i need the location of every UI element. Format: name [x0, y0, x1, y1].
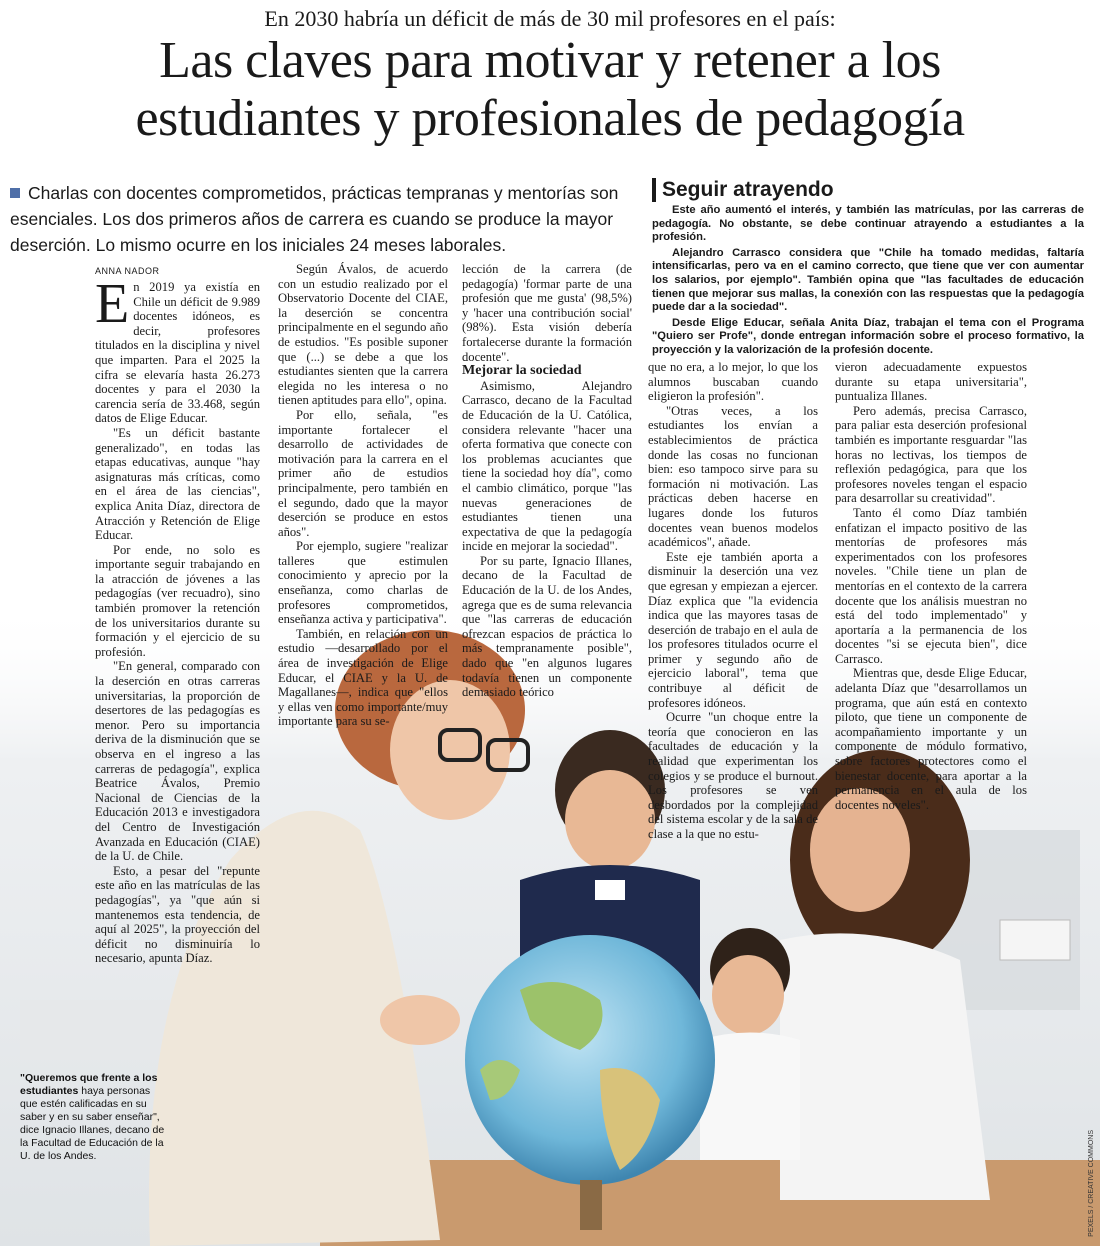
deck-text: Charlas con docentes comprometidos, prácticas tempranas y mentorías son esenciales. Los dos primeros años de carrera es cuando se produce la mayor deserción. Lo mismo ocurre en los iniciales 24 meses laborales.: [10, 183, 619, 255]
paragraph: Mientras que, desde Elige Educar, adelanta Díaz que "desarrollamos un programa, que aún está en contexto piloto, que tiene un componente de acompañamiento importante y un componente de módulo formativo, sobre factores protectores como el bienestar docente, para aportar a la permanencia en el aula de los docentes noveles".: [835, 666, 1027, 812]
paragraph: que no era, a lo mejor, lo que los alumnos buscaban cuando eligieron la profesión".: [648, 360, 818, 404]
drop-cap: E: [95, 273, 130, 335]
subheading: Mejorar la sociedad: [462, 363, 582, 379]
paragraph: "En general, comparado con la deserción en otras carreras universitarias, la proporción de desertores de las pedagogías es menor. Pero su importancia deriva de la disminución que se observa en el ingreso a las carreras de pedagogía", explica Beatrice Ávalos, Premio Nacional de Ciencias de la Educación 2013 e investigadora del Centro de Investigación Avanzada en Educación (CIAE) de la U. de Chile.: [95, 659, 260, 864]
byline: ANNA NADOR: [95, 266, 160, 276]
paragraph: Ocurre "un choque entre la teoría que conocieron en las facultades de educación y la realidad que experimentan los colegios y se produce el burnout. Los profesores se ven desbordados por la complejidad del sistema escolar y de la sala de clase a la que no estu-: [648, 710, 818, 841]
headline-line-1: Las claves para motivar y retener a los: [159, 32, 941, 89]
sidebar-paragraph: Alejandro Carrasco considera que "Chile ha tomado medidas, faltaría intensificarlas, pero va en el camino correcto, que tiene que ver con aumentar los salarios, por ejemplo". También opina que "las facultades de educación tienen que mejorar sus mallas, la conexión con las respuestas que la pedagogía puede dar a la sociedad".: [652, 246, 1084, 314]
caption-text: haya personas que estén calificadas en su saber y en su saber enseñar", dice Ignacio Illanes, decano de la Facultad de Educación de la U. de los Andes.: [20, 1085, 165, 1162]
paragraph: Por ejemplo, sugiere "realizar talleres que estimulen conocimiento y aprecio por la enseñanza, como charlas de profesores comprometidos, enseñanza activa y participativa".: [278, 539, 448, 627]
caption-quote: "Queremos que frente a los estudiantes: [20, 1072, 158, 1097]
paragraph: También, en relación con un estudio —desarrollado por el área de investigación de Elige Educar, el CIAE y la U. de Magallanes—, indica que "ellos y ellas ven como importante/muy importante para su se-: [278, 626, 448, 729]
paragraph: Según Ávalos, de acuerdo con un estudio realizado por el Observatorio Docente del CIAE, la deserción se concentra principalmente en el segundo año de estudios. "Es posible suponer que (...) se debe a que los estudiantes sienten que la carrera elegida no les interesa o no tienen aptitudes para ello", opina.: [278, 262, 448, 408]
paragraph: Este eje también aporta a disminuir la deserción una vez que egresan y empiezan a ejercer. Díaz explica que "la evidencia indica que las mayores tasas de deserción de trabajo en el aula de los profesores titulados ocurre el primer y segundo año de ejercicio laboral", tema que contribuye al déficit de profesores idóneos.: [648, 549, 818, 710]
sidebar-paragraph: Este año aumentó el interés, y también las matrículas, por las carreras de pedagogía. No obstante, se debe continuar atrayendo a estudiantes a la profesión.: [652, 204, 1084, 244]
paragraph: Por ende, no solo es importante seguir trabajando en la atracción de jóvenes a las pedagogías (ver recuadro), sino también promover la retención de los universitarios durante su formación y el ejercicio de su profesión.: [95, 542, 260, 659]
paragraph: lección de la carrera (de pedagogía) 'formar parte de una profesión que me gusta' (98,5%) y 'hacer una contribución social' (98%). Esta visión debería fortalecerse durante la formación docente".: [462, 262, 632, 364]
column-3: [462, 262, 632, 700]
paragraph: "Otras veces, a los estudiantes los envían a establecimientos de práctica donde las cosas no funcionan bien: eso tampoco sirve para su formación ni motivación. Las prácticas deben hacerse en lugares donde los futuros docentes vean buenos modelos académicos", añade.: [648, 403, 818, 550]
deck: [10, 180, 640, 258]
paragraph-text: n 2019 ya existía en Chile un déficit de 9.989 docentes idóneos, es decir, profesores titulados en la disciplina y nivel que imparten. Para el 2025 la cifra se elevaría hasta 26.273 docentes y para el 2030 la carencia sería de 33.468, según datos de Elige Educar.: [95, 280, 260, 426]
photo-caption: [20, 1072, 165, 1163]
paragraph: Tanto él como Díaz también enfatizan el impacto positivo de las mentorías de profesores más experimentados con los profesores noveles. "Chile tiene un plan de mentorías en el contexto de la carrera docente que los análisis muestran no está del todo implementado" y aportaría a la permanencia de los docentes "si se ejecuta bien", dice Carrasco.: [835, 505, 1027, 666]
square-bullet-icon: [10, 188, 20, 198]
column-1: [95, 273, 260, 966]
paragraph: Pero además, precisa Carrasco, para paliar esta deserción profesional también es importante resguardar "las horas no lectivas, los tiempos de reflexión pedagógica, para que los profesores noveles tengan el espacio para desarrollar su creatividad".: [835, 403, 1027, 506]
kicker: En 2030 habría un déficit de más de 30 mil profesores en el país:: [264, 6, 836, 31]
headline-line-2: estudiantes y profesionales de pedagogía: [135, 90, 965, 147]
photo-credit: PEXELS / CREATIVE COMMONS: [1088, 1130, 1095, 1237]
paragraph: vieron adecuadamente expuestos durante su etapa universitaria", puntualiza Illanes.: [835, 360, 1027, 404]
paragraph: Por su parte, Ignacio Illanes, decano de la Facultad de Educación de la U. de los Andes, agrega que es de suma relevancia que "las carreras de educación ofrezcan espacios de práctica lo más tempranamente posible", dado que "en algunos lugares todavía tienen un componente demasiado teórico: [462, 553, 632, 700]
sidebar-box: [652, 178, 1084, 358]
sidebar-paragraph: Desde Elige Educar, señala Anita Díaz, trabajan el tema con el Programa "Quiero ser Profe", donde entregan información sobre el proceso formativo, la proyección y la valorización de la profesión docente.: [652, 316, 1084, 356]
headline: [20, 32, 1080, 148]
paragraph: Por ello, señala, "es importante fortalecer el desarrollo de actividades de motivación para la carrera en el primer año de estudios principalmente, pero también en el segundo, dado que la mayor deserción se produce en estos años".: [278, 407, 448, 539]
paragraph: "Es un déficit bastante generalizado", en todas las etapas educativas, aunque "hay asignaturas más críticas, como en el área de las ciencias", explica Anita Díaz, directora de Atracción y Retención de Elige Educar.: [95, 425, 260, 543]
sidebar-title: Seguir atrayendo: [652, 178, 1084, 202]
column-2: [278, 262, 448, 729]
paragraph: [95, 273, 260, 426]
paragraph: Asimismo, Alejandro Carrasco, decano de la Facultad de Educación de la U. Católica, considera relevante "hacer una oferta formativa que conecte con los problemas acuciantes que tiene la sociedad hoy día", como el cambio climático, porque "las nuevas generaciones de estudiantes tienen una expectativa de que la pedagogía incide en mejorar la sociedad".: [462, 378, 632, 554]
column-4: [648, 360, 818, 842]
paragraph: Esto, a pesar del "repunte este año en las matrículas de las pedagogías", ya "que aún si mantenemos esta tendencia, de aquí al 2025", la proyección del déficit no disminuiría lo necesario, apunta Díaz.: [95, 863, 260, 966]
column-5: [835, 360, 1027, 812]
